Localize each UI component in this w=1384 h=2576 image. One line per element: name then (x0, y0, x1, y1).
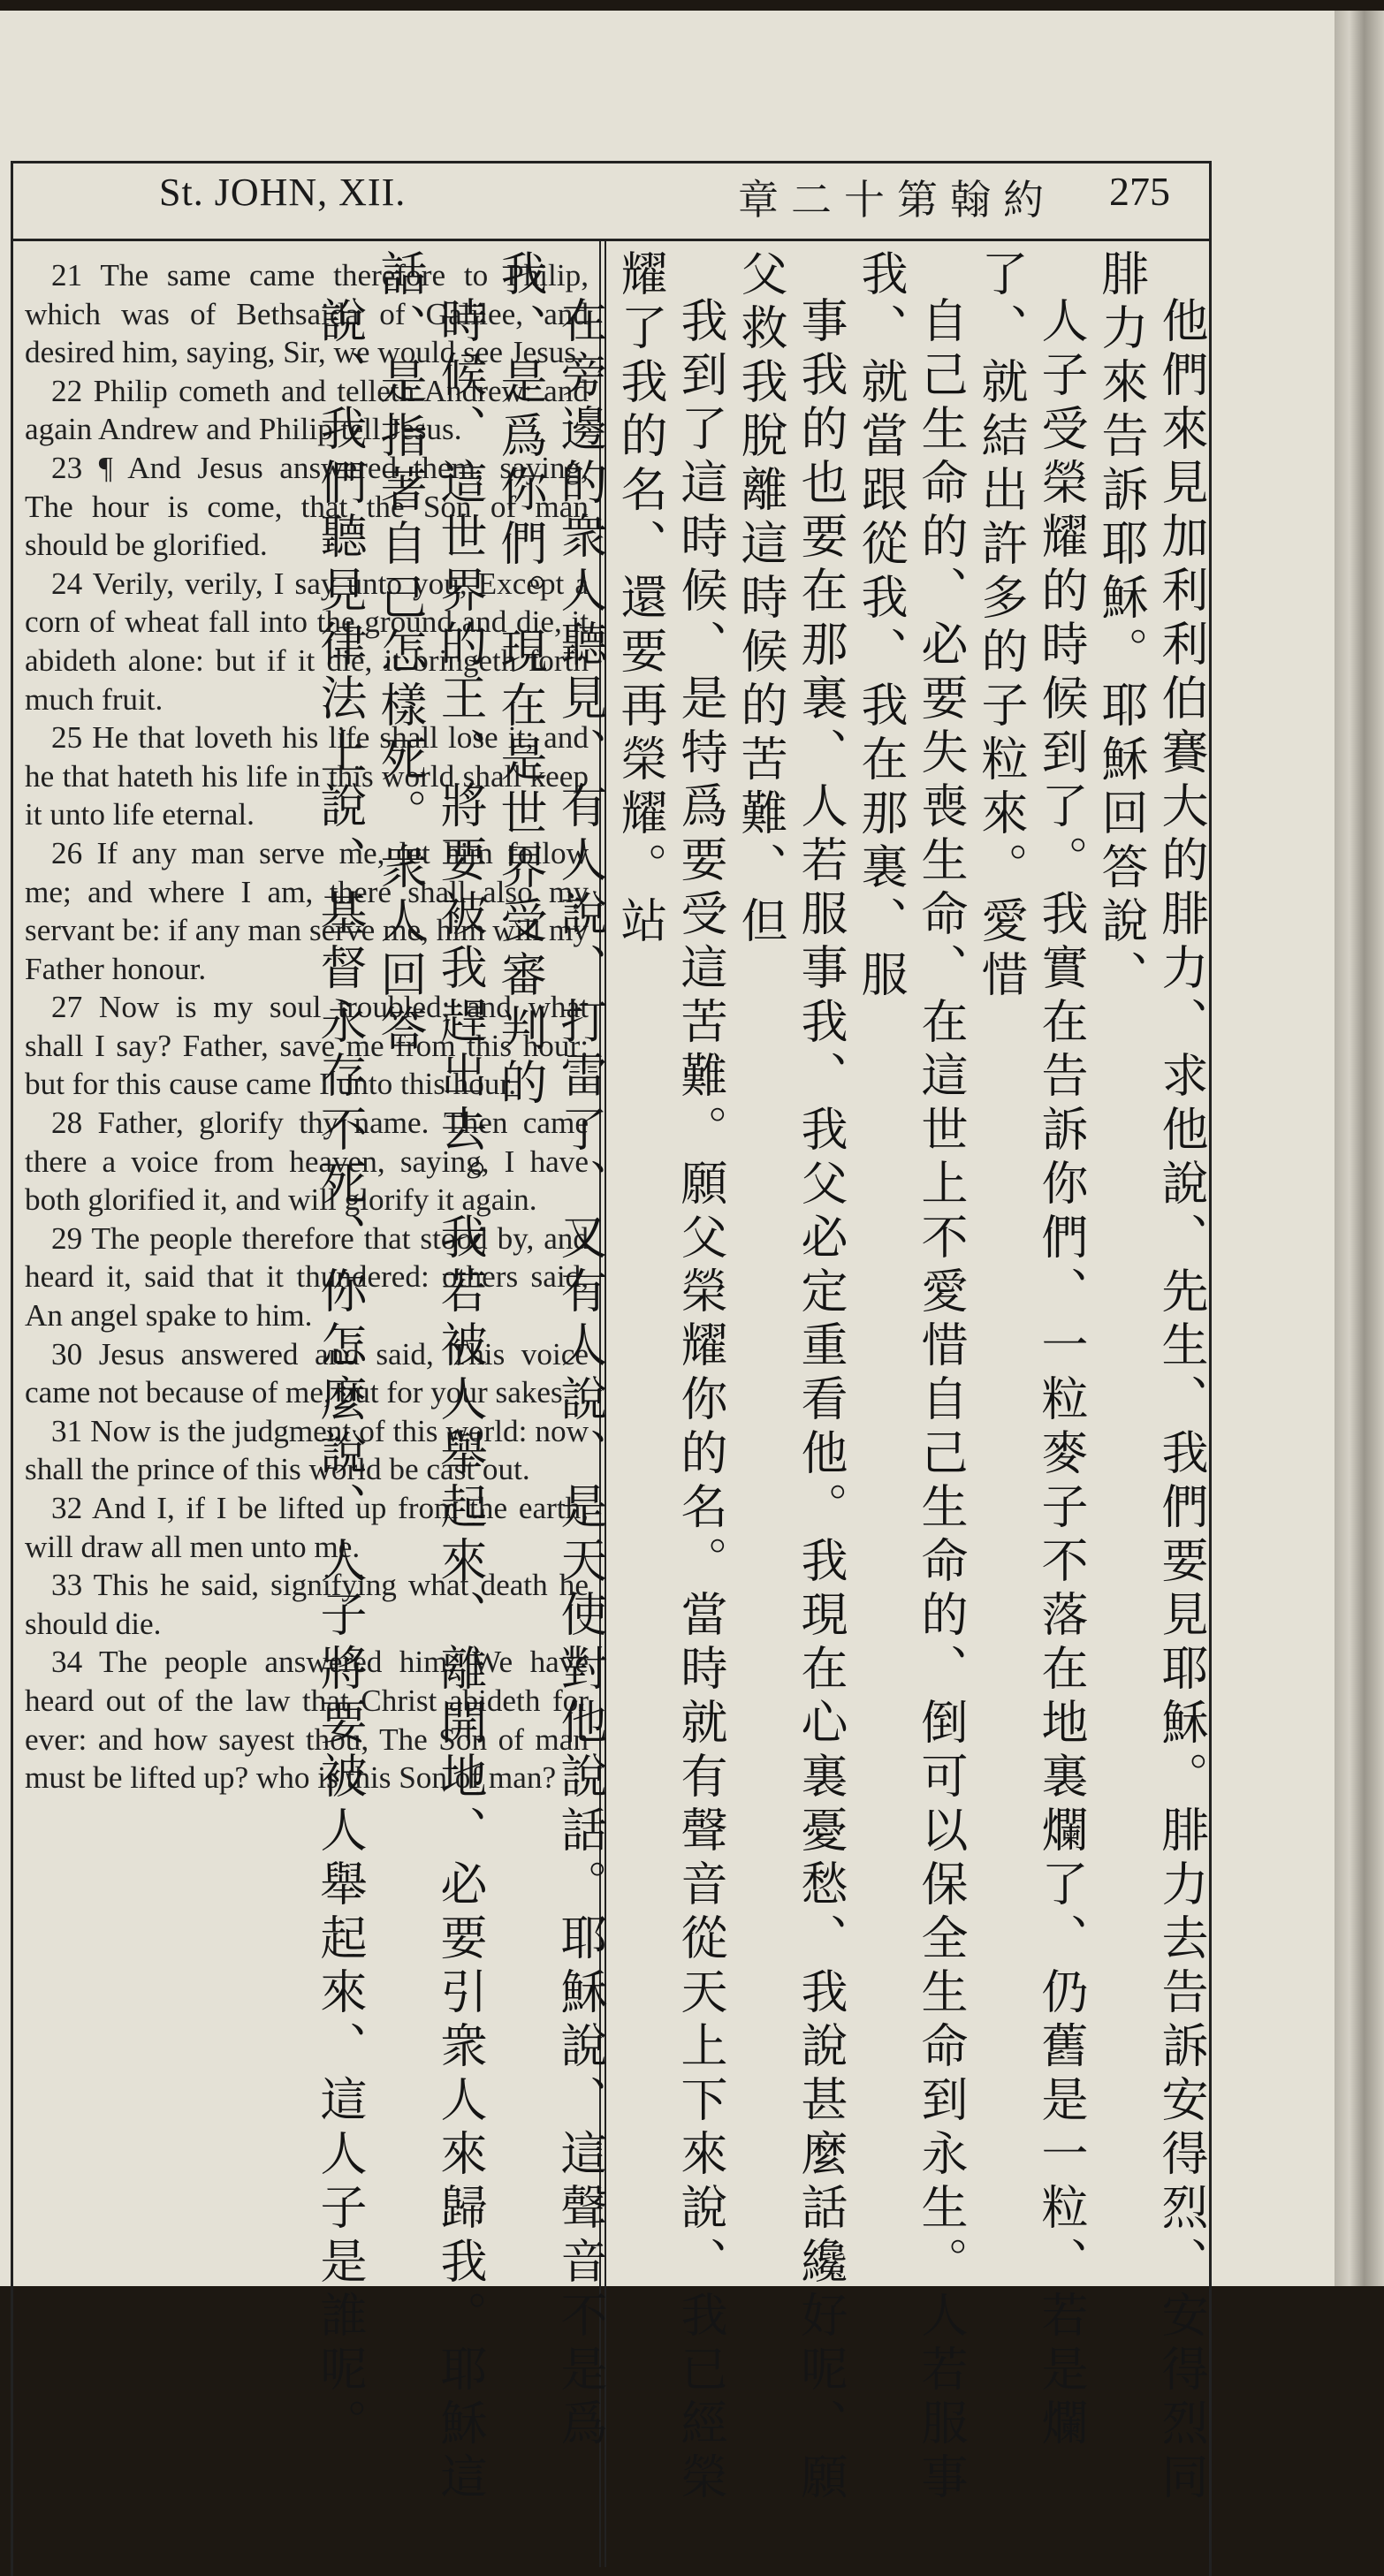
chinese-line: 人子受榮耀的時候到了。我實在告訴你們、一粒麥子不落在地裏爛了、仍舊是一粒、若是爛了、就結出許多的子粒來。愛惜 (974, 249, 1088, 2452)
verse-26: 26 If any man serve me, let him follow me; and where I am, there shall also my servant be: if any man serve me, him will my Father honour. (25, 835, 589, 986)
header-rule (11, 239, 1212, 241)
chinese-line: 事我的也要在那裏、人若服事我、我父必定重看他。我現在心裏憂愁、我說甚麼話纔好呢、願父救我脫離這時候的苦難、但 (734, 249, 848, 2506)
verse-24: 24 Verily, verily, I say unto you, Except a corn of wheat fall into the ground and die, it abideth alone: but if it die, it bringeth forth much fruit. (25, 566, 589, 717)
chinese-line: 他們來見加利利伯賽大的腓力、求他說、先生、我們要見耶穌。腓力去告訴安得烈、安得烈同腓力來告訴耶穌。耶穌回答說、 (1094, 249, 1208, 2506)
verse-23: 23 ¶ And Jesus answered them, saying, The hour is come, that the Son of man should be glorified. (25, 450, 589, 563)
chinese-line: 說、我們聽見律法上說、基督永存不死、你怎麼說、人子將要被人舉起來、這人子是誰呢。 (313, 296, 367, 2452)
page-edge (1335, 11, 1384, 2286)
chinese-line: 時候、這世界的王、將要被我趕出去。我若被人舉起來、離開地、必要引衆人來歸我。耶穌這話、是指著自己怎樣死。衆人回答 (373, 249, 487, 2506)
verse-30: 30 Jesus answered and said, This voice came not because of me, but for your sakes. (25, 1336, 589, 1410)
verse-29: 29 The people therefore that stood by, and heard it, said that it thundered: others said, An angel spake to him. (25, 1220, 589, 1334)
verse-32: 32 And I, if I be lifted up from the earth, will draw all men unto me. (25, 1491, 589, 1564)
chinese-line: 我到了這時候、是特爲要受這苦難。願父榮耀你的名。當時就有聲音從天上下來說、我已經榮耀了我的名、還要再榮耀。站 (613, 249, 727, 2506)
verse-34: 34 The people answered him, We have heard out of the law that Christ abideth for ever: and how sayest thou, The Son of man must be lifted up? who is this Son of man? (25, 1645, 589, 1796)
verse-27: 27 Now is my soul troubled; and what shall I say? Father, save me from this hour: but for this cause came I unto this hour. (25, 990, 589, 1102)
chinese-column (313, 249, 1211, 2556)
verse-33: 33 This he said, signifying what death he should die. (25, 1568, 589, 1641)
verse-21: 21 The same came therefore to Philip, which was of Bethsaida of Galilee, and desired him, saying, Sir, we would see Jesus. (25, 258, 589, 370)
verse-25: 25 He that loveth his life shall lose it; and he that hateth his life in this world shall keep it unto life eternal. (25, 720, 589, 832)
verse-22: 22 Philip cometh and telleth Andrew: and again Andrew and Philip tell Jesus. (25, 373, 589, 447)
verse-28: 28 Father, glorify thy name. Then came there a voice from heaven, saying, I have both glorified it, and will glorify it again. (25, 1106, 589, 1218)
verse-31: 31 Now is the judgment of this world: now shall the prince of this world be cast out. (25, 1413, 589, 1487)
english-running-head: St. JOHN, XII. (159, 171, 407, 214)
chinese-line: 在旁邊的衆人聽見、有人說、打雷了、又有人說、是天使對他說話。耶穌說、這聲音不是爲我、是爲你們。現在是世界受審判的 (493, 249, 607, 2452)
chinese-running-head: 章二十第翰約 (738, 176, 1056, 224)
page-number: 275 (1109, 169, 1170, 214)
chinese-line: 自己生命的、必要失喪生命、在這世上不愛惜自己生命的、倒可以保全生命到永生。人若服事我、就當跟從我、我在那裏、服 (854, 249, 968, 2506)
